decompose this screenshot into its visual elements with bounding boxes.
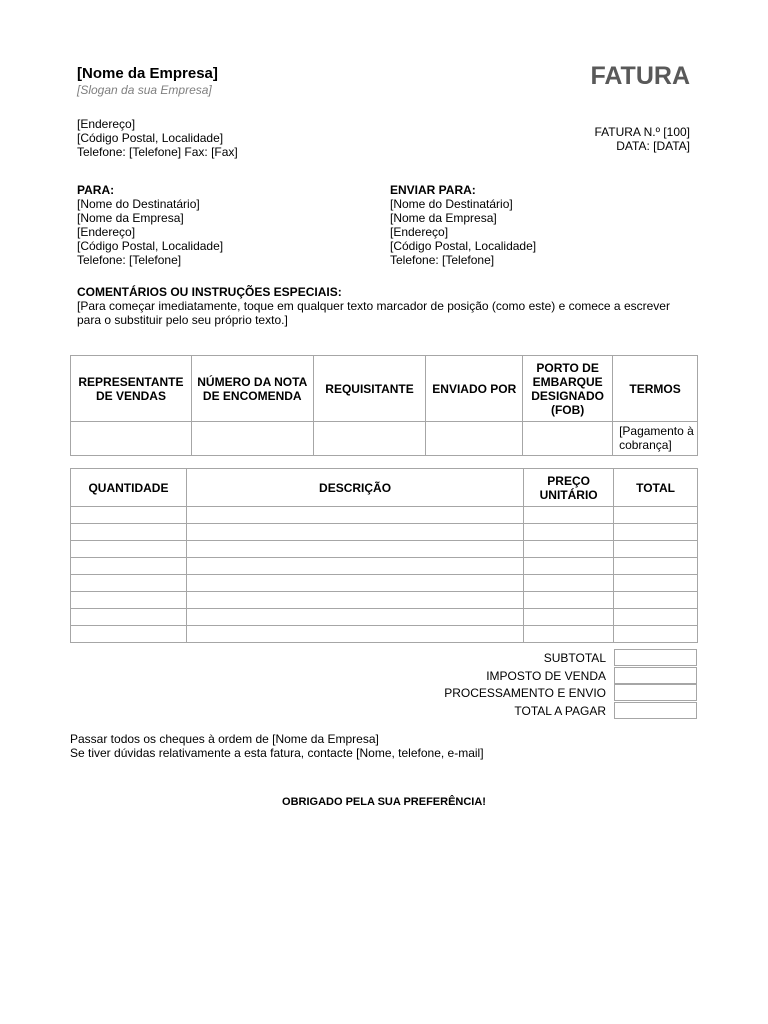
cell-description[interactable] xyxy=(186,609,523,626)
header-fob: PORTO DE EMBARQUE DESIGNADO (FOB) xyxy=(523,356,613,422)
table-row xyxy=(71,541,698,558)
postal-line: [Código Postal, Localidade] xyxy=(77,131,224,145)
cell-terms[interactable]: [Pagamento à cobrança] xyxy=(613,422,698,456)
invoice-title: FATURA xyxy=(590,62,690,90)
cell-sales-rep[interactable] xyxy=(71,422,192,456)
cell-unit-price[interactable] xyxy=(524,575,614,592)
table-row xyxy=(71,609,698,626)
totals-label: TOTAL A PAGAR xyxy=(514,703,606,716)
cell-description[interactable] xyxy=(186,541,523,558)
thank-you-message: OBRIGADO PELA SUA PREFERÊNCIA! xyxy=(282,796,486,808)
footer-notes xyxy=(70,732,484,760)
payable-note: Passar todos os cheques à ordem de [Nome da Empresa] xyxy=(70,732,379,746)
ship-to-line: [Endereço] xyxy=(390,225,449,239)
cell-total[interactable] xyxy=(614,592,698,609)
comments-heading: COMENTÁRIOS OU INSTRUÇÕES ESPECIAIS: xyxy=(77,285,342,299)
ship-to-line: [Código Postal, Localidade] xyxy=(390,239,537,253)
totals-label: PROCESSAMENTO E ENVIO xyxy=(444,686,606,698)
comments-body: [Para começar imediatamente, toque em qualquer texto marcador de posição (como este) e comece a escrever para o substituir pelo seu próprio texto.] xyxy=(77,299,670,327)
totals-value[interactable] xyxy=(614,667,697,684)
bill-to-line: [Nome do Destinatário] xyxy=(77,197,200,211)
table-row xyxy=(71,524,698,541)
bill-to-line: [Endereço] xyxy=(77,225,136,239)
items-table xyxy=(70,468,698,643)
header-total: TOTAL xyxy=(614,469,698,507)
cell-total[interactable] xyxy=(614,558,698,575)
totals-label: IMPOSTO DE VENDA xyxy=(486,668,606,681)
invoice-date: DATA: [DATA] xyxy=(616,139,690,153)
ship-to-line: [Nome da Empresa] xyxy=(390,211,497,225)
company-address xyxy=(77,117,238,159)
header-shipped-via: ENVIADO POR xyxy=(426,356,523,422)
totals-label: SUBTOTAL xyxy=(543,651,606,663)
cell-order-number[interactable] xyxy=(191,422,313,456)
order-info-table xyxy=(70,355,698,456)
header-requester: REQUISITANTE xyxy=(313,356,426,422)
company-slogan: [Slogan da sua Empresa] xyxy=(77,83,212,97)
cell-unit-price[interactable] xyxy=(524,558,614,575)
ship-to-block xyxy=(390,183,536,267)
table-row xyxy=(71,575,698,592)
totals-value[interactable] xyxy=(614,649,697,666)
bill-to-line: [Nome da Empresa] xyxy=(77,211,184,225)
cell-quantity[interactable] xyxy=(71,541,187,558)
table-row xyxy=(71,558,698,575)
cell-unit-price[interactable] xyxy=(524,524,614,541)
cell-quantity[interactable] xyxy=(71,507,187,524)
cell-shipped-via[interactable] xyxy=(426,422,523,456)
table-row xyxy=(71,507,698,524)
address-line: [Endereço] xyxy=(77,117,136,131)
bill-to-line: [Código Postal, Localidade] xyxy=(77,239,224,253)
totals-value[interactable] xyxy=(614,702,697,719)
cell-total[interactable] xyxy=(614,626,698,643)
cell-unit-price[interactable] xyxy=(524,541,614,558)
cell-description[interactable] xyxy=(186,558,523,575)
header-unit-price: PREÇO UNITÁRIO xyxy=(524,469,614,507)
ship-to-line: Telefone: [Telefone] xyxy=(390,253,495,267)
totals-value[interactable] xyxy=(614,684,697,701)
bill-to-line: Telefone: [Telefone] xyxy=(77,253,182,267)
invoice-number: FATURA N.º [100] xyxy=(594,125,690,139)
cell-quantity[interactable] xyxy=(71,558,187,575)
cell-total[interactable] xyxy=(614,609,698,626)
phone-line: Telefone: [Telefone] Fax: [Fax] xyxy=(77,145,238,159)
header-description: DESCRIÇÃO xyxy=(186,469,523,507)
cell-description[interactable] xyxy=(186,592,523,609)
header-sales-rep: REPRESENTANTE DE VENDAS xyxy=(71,356,192,422)
header-quantity: QUANTIDADE xyxy=(71,469,187,507)
cell-description[interactable] xyxy=(186,575,523,592)
cell-total[interactable] xyxy=(614,524,698,541)
cell-description[interactable] xyxy=(186,507,523,524)
table-row xyxy=(71,626,698,643)
cell-quantity[interactable] xyxy=(71,575,187,592)
cell-total[interactable] xyxy=(614,507,698,524)
header-order-number: NÚMERO DA NOTA DE ENCOMENDA xyxy=(191,356,313,422)
cell-quantity[interactable] xyxy=(71,609,187,626)
company-name: [Nome da Empresa] xyxy=(77,65,218,82)
cell-quantity[interactable] xyxy=(71,592,187,609)
cell-total[interactable] xyxy=(614,541,698,558)
cell-description[interactable] xyxy=(186,626,523,643)
cell-total[interactable] xyxy=(614,575,698,592)
header-terms: TERMOS xyxy=(613,356,698,422)
cell-unit-price[interactable] xyxy=(524,626,614,643)
cell-quantity[interactable] xyxy=(71,626,187,643)
cell-unit-price[interactable] xyxy=(524,592,614,609)
invoice-meta xyxy=(500,125,690,153)
contact-note: Se tiver dúvidas relativamente a esta fatura, contacte [Nome, telefone, e-mail] xyxy=(70,746,484,760)
cell-unit-price[interactable] xyxy=(524,507,614,524)
table-row xyxy=(71,592,698,609)
cell-unit-price[interactable] xyxy=(524,609,614,626)
comments-block xyxy=(77,285,692,327)
ship-to-line: [Nome do Destinatário] xyxy=(390,197,513,211)
cell-quantity[interactable] xyxy=(71,524,187,541)
bill-to-block xyxy=(77,183,223,267)
cell-requester[interactable] xyxy=(313,422,426,456)
ship-to-heading: ENVIAR PARA: xyxy=(390,183,476,197)
cell-fob[interactable] xyxy=(523,422,613,456)
cell-description[interactable] xyxy=(186,524,523,541)
bill-to-heading: PARA: xyxy=(77,183,115,197)
